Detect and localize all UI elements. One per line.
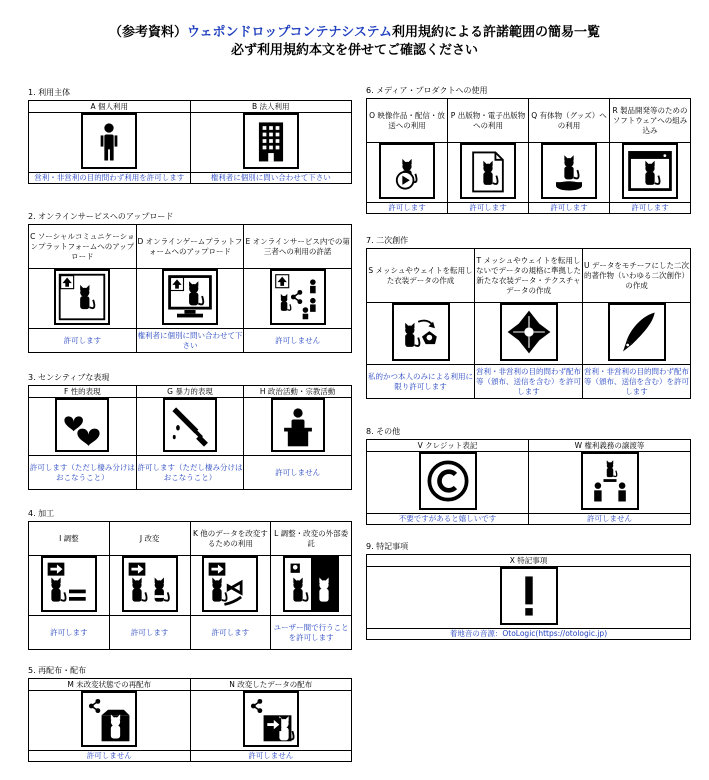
section-derivative-works: [366, 236, 691, 399]
adjust-icon: [41, 556, 97, 612]
header-r: R 製品開発等のためのソフトウェアへの組み込み: [610, 99, 691, 143]
header-l: L 調整・改変の外部委託: [271, 522, 352, 556]
note-c: 許可します: [29, 329, 137, 353]
header-i: I 調整: [29, 522, 110, 556]
header-o: O 映像作品・配信・放送への利用: [367, 99, 448, 143]
header-v: V クレジット表記: [367, 440, 529, 452]
section-label: 7. 二次創作: [366, 236, 409, 245]
copyright-icon: [419, 452, 477, 510]
header-x: X 特記事項: [367, 555, 691, 567]
usage-subject-table: [28, 100, 352, 184]
header-t: T メッシュやウェイトを転用しないでデータの規格に準拠した新たな衣装データ・テクスチャデータの作成: [475, 249, 583, 303]
pen-icon: [608, 303, 666, 361]
note-n: 許可しません: [190, 751, 352, 762]
section-redistribution: [28, 666, 352, 762]
header-q: Q 有体物（グッズ）への利用: [529, 99, 610, 143]
note-m: 許可しません: [29, 751, 191, 762]
header-n: N 改変したデータの配布: [190, 679, 352, 691]
note-q: 許可します: [529, 203, 610, 214]
person-icon: [81, 113, 137, 169]
section-media-products: [366, 86, 691, 214]
figure-icon: [541, 143, 597, 199]
section-special-notes: [366, 542, 691, 640]
video-cat-icon: [379, 143, 435, 199]
knife-icon: [163, 398, 217, 452]
building-icon: [243, 113, 299, 169]
note-f: 許可します（ただし棲み分けはおこなうこと）: [29, 456, 137, 490]
note-u: 営利・非営利の目的問わず配布等（頒布、送信を含む）を許可します: [583, 365, 691, 399]
section-label: 2. オンラインサービスへのアップロード: [28, 212, 174, 221]
redistribute-icon: [81, 691, 137, 747]
section-label: 3. センシティブな表現: [28, 373, 110, 382]
special-notes-table: [366, 554, 691, 640]
section-label: 6. メディア・プロダクトへの使用: [366, 86, 488, 95]
header-d: D オンラインゲームプラットフォームへのアップロード: [136, 225, 244, 269]
document-title: [0, 24, 709, 60]
section-other: [366, 427, 691, 525]
note-g: 許可します（ただし棲み分けはおこなうこと）: [136, 456, 244, 490]
header-s: S メッシュやウェイトを転用した衣装データの作成: [367, 249, 475, 303]
note-a: 営利・非営利の目的問わず利用を許可します: [29, 173, 191, 184]
header-a: A 個人利用: [29, 101, 191, 113]
derivative-works-table: [366, 248, 691, 399]
title-system-name: ウェポンドロップコンテナシステム: [186, 25, 392, 40]
note-d: 権利者に個別に問い合わせて下さい: [136, 329, 244, 353]
transfer-icon: [581, 452, 639, 510]
hearts-icon: [55, 398, 109, 452]
redistribution-table: [28, 678, 352, 762]
note-t: 営利・非営利の目的問わず配布等（頒布、送信を含む）を許可します: [475, 365, 583, 399]
monitor-cat-icon: [162, 269, 218, 325]
header-j: J 改変: [109, 522, 190, 556]
exclamation-icon: [500, 567, 558, 625]
share-users-icon: [270, 269, 326, 325]
note-r: 許可します: [610, 203, 691, 214]
header-h: H 政治活動・宗教活動: [244, 386, 352, 398]
note-v: 不要ですがあると嬉しいです: [367, 514, 529, 525]
texture-icon: [500, 303, 558, 361]
distribute-modified-icon: [243, 691, 299, 747]
processing-table: [28, 521, 352, 650]
modify-icon: [122, 556, 178, 612]
note-b: 権利者に個別に問い合わせて下さい: [190, 173, 352, 184]
title-line-1: [0, 24, 709, 42]
note-l: ユーザー間で行うことを許可します: [271, 616, 352, 650]
section-label: 5. 再配布・配布: [28, 666, 87, 675]
section-label: 9. 特記事項: [366, 542, 409, 551]
header-g: G 暴力的表現: [136, 386, 244, 398]
section-usage-subject: [28, 88, 352, 184]
note-h: 許可しません: [244, 456, 352, 490]
other-table: [366, 439, 691, 525]
header-b: B 法人利用: [190, 101, 352, 113]
header-k: K 他のデータを改変するための利用: [190, 522, 271, 556]
section-label: 8. その他: [366, 427, 401, 436]
note-i: 許可します: [29, 616, 110, 650]
section-label: 1. 利用主体: [28, 88, 71, 97]
note-j: 許可します: [109, 616, 190, 650]
section-online-upload: [28, 212, 352, 353]
header-c: C ソーシャルコミュニケーションプラットフォームへのアップロード: [29, 225, 137, 269]
note-o: 許可します: [367, 203, 448, 214]
section-processing: [28, 509, 352, 650]
header-w: W 権利義務の譲渡等: [529, 440, 691, 452]
sensitive-expression-table: [28, 385, 352, 490]
note-s: 私的かつ本人のみによる利用に限り許可します: [367, 365, 475, 399]
note-p: 許可します: [448, 203, 529, 214]
outsource-icon: [283, 556, 339, 612]
online-upload-table: [28, 224, 352, 353]
section-sensitive-expression: [28, 373, 352, 490]
section-label: 4. 加工: [28, 509, 55, 518]
reuse-icon: [202, 556, 258, 612]
note-e: 許可しません: [244, 329, 352, 353]
media-products-table: [366, 98, 691, 214]
header-p: P 出版物・電子出版物への利用: [448, 99, 529, 143]
costume-icon: [392, 303, 450, 361]
header-f: F 性的表現: [29, 386, 137, 398]
upload-cat-icon: [54, 269, 110, 325]
title-suffix: 利用規約による許諾範囲の簡易一覧: [392, 25, 601, 40]
note-k: 許可します: [190, 616, 271, 650]
title-line-2: 必ず利用規約本文を併せてご確認ください: [230, 43, 478, 58]
header-m: M 未改変状態での再配布: [29, 679, 191, 691]
note-x: 着地音の音源：OtoLogic(https://otologic.jp): [367, 629, 691, 640]
title-prefix: （参考資料）: [108, 25, 187, 40]
header-e: E オンラインサービス内での第三者への利用の許諾: [244, 225, 352, 269]
note-w: 許可しません: [529, 514, 691, 525]
publication-icon: [460, 143, 516, 199]
header-u: U データをモチーフにした二次的著作物（いわゆる二次創作）の作成: [583, 249, 691, 303]
podium-icon: [271, 398, 325, 452]
software-icon: [622, 143, 678, 199]
